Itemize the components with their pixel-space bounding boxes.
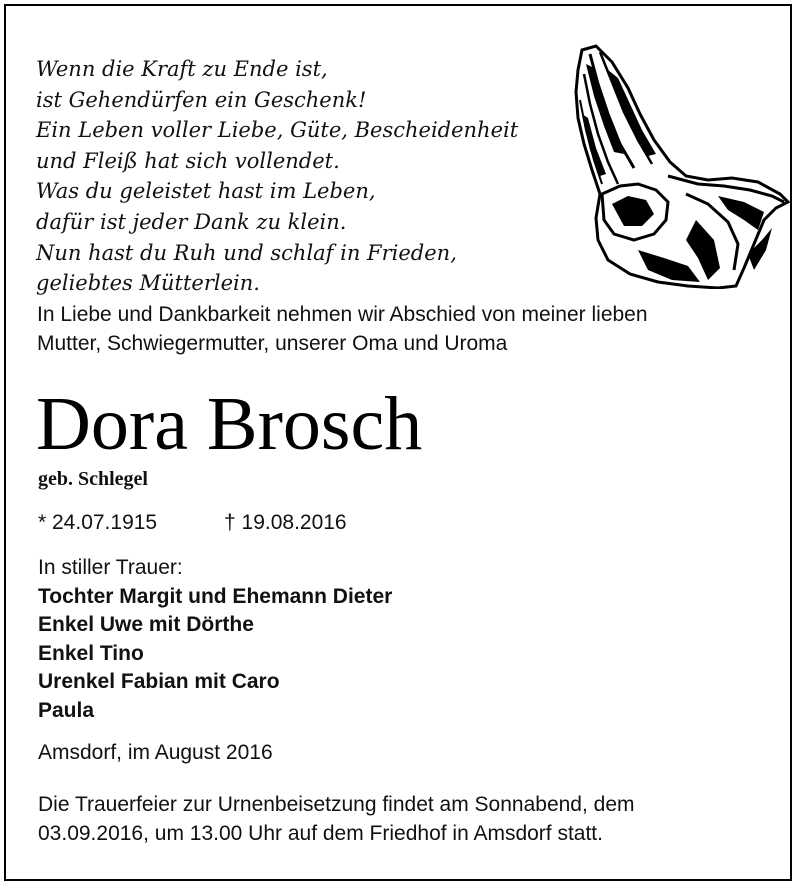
- poem-line: Was du geleistet hast im Leben,: [36, 179, 376, 204]
- mourners-heading: In stiller Trauer:: [38, 556, 183, 579]
- poem-line: ist Gehendürfen ein Geschenk!: [36, 87, 367, 112]
- intro-line: Mutter, Schwiegermutter, unserer Oma und Uroma: [37, 332, 508, 355]
- mourners: [38, 554, 392, 725]
- mourner: Tochter Margit und Ehemann Dieter: [38, 584, 393, 608]
- funeral-notice: [38, 790, 635, 848]
- deceased-name: Dora Brosch: [36, 382, 423, 466]
- poem-line: dafür ist jeder Dank zu klein.: [36, 209, 347, 234]
- place-date: Amsdorf, im August 2016: [38, 741, 273, 764]
- poem-line: Nun hast du Ruh und schlaf in Frieden,: [36, 240, 457, 265]
- mourner: Paula: [38, 698, 95, 722]
- birth-date: * 24.07.1915: [38, 511, 158, 534]
- obituary-card: [4, 4, 792, 881]
- poem-line: Wenn die Kraft zu Ende ist,: [36, 57, 328, 81]
- poem: [36, 54, 518, 299]
- praying-hands-icon: [568, 44, 790, 289]
- notice-line: 03.09.2016, um 13.00 Uhr auf dem Friedhof in Amsdorf statt.: [38, 822, 603, 845]
- poem-line: Ein Leben voller Liebe, Güte, Bescheidenheit: [36, 118, 519, 143]
- death-date: † 19.08.2016: [224, 511, 347, 534]
- poem-line: und Fleiß hat sich vollendet.: [36, 148, 340, 173]
- intro-line: In Liebe und Dankbarkeit nehmen wir Abschied von meiner lieben: [37, 303, 648, 326]
- mourner: Enkel Tino: [38, 641, 144, 665]
- life-dates: [38, 511, 347, 535]
- intro-text: [37, 300, 648, 358]
- notice-line: Die Trauerfeier zur Urnenbeisetzung findet am Sonnabend, dem: [38, 793, 635, 816]
- mourner: Urenkel Fabian mit Caro: [38, 670, 280, 693]
- mourner: Enkel Uwe mit Dörthe: [38, 613, 254, 636]
- birth-name: geb. Schlegel: [38, 468, 148, 490]
- poem-line: geliebtes Mütterlein.: [36, 271, 260, 296]
